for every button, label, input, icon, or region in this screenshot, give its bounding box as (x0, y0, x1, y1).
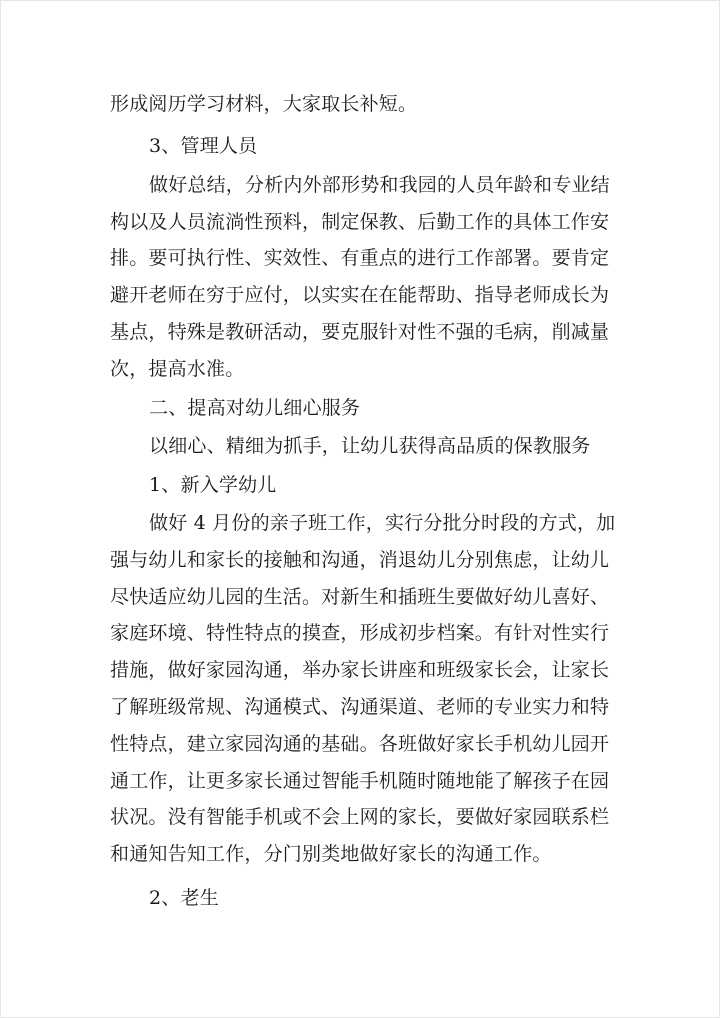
section-heading: 二、提高对幼儿细心服务 (149, 397, 361, 419)
text-line: 尽快适应幼儿园的生活。对新生和插班生要做好幼儿喜好、 (110, 586, 610, 608)
text-line: 基点，特殊是教研活动，要克服针对性不强的毛病，削减量 (110, 321, 610, 343)
text-line: 强与幼儿和家长的接触和沟通，消退幼儿分别焦虑，让幼儿 (110, 549, 610, 571)
text-line: 状况。没有智能手机或不会上网的家长，要做好家园联系栏 (110, 806, 610, 828)
text-line: 家庭环境、特性特点的摸查，形成初步档案。有针对性实行 (110, 622, 610, 644)
text-line: 次，提高水准。 (110, 358, 245, 380)
text-line: 以细心、精细为抓手，让幼儿获得高品质的保教服务 (149, 435, 591, 457)
text-line: 和通知告知工作，分门别类地做好家长的沟通工作。 (110, 843, 552, 865)
text-line: 通工作，让更多家长通过智能手机随时随地能了解孩子在园 (110, 770, 610, 792)
text-line: 性特点，建立家园沟通的基础。各班做好家长手机幼儿园开 (110, 733, 610, 755)
text-line: 措施，做好家园沟通，举办家长讲座和班级家长会，让家长 (110, 659, 610, 681)
text-line: 做好 4 月份的亲子班工作，实行分批分时段的方式，加 (149, 512, 616, 534)
section-heading: 1、新入学幼儿 (149, 474, 277, 496)
text-line: 排。要可执行性、实效性、有重点的进行工作部署。要肯定 (110, 247, 610, 269)
text-line: 构以及人员流淌性预料，制定保教、后勤工作的具体工作安 (110, 211, 610, 233)
section-heading: 2、老生 (149, 887, 219, 909)
text-line: 避开老师在穷于应付，以实实在在能帮助、指导老师成长为 (110, 284, 610, 306)
text-line: 形成阅历学习材料，大家取长补短。 (110, 93, 418, 115)
text-line: 了解班级常规、沟通模式、沟通渠道、老师的专业实力和特 (110, 696, 610, 718)
text-line: 做好总结，分析内外部形势和我园的人员年龄和专业结 (149, 174, 610, 196)
section-heading: 3、管理人员 (149, 135, 258, 157)
